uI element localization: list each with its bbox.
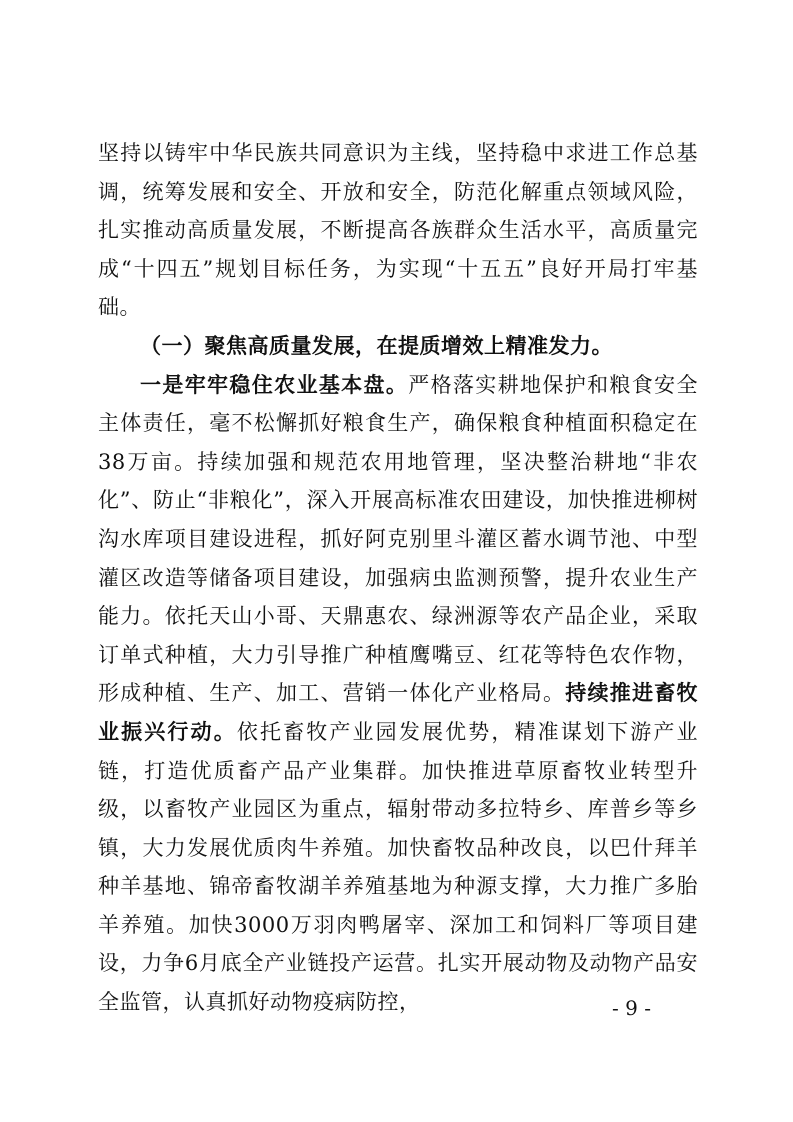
paragraph-text-continued: 依托畜牧产业园发展优势，精准谋划下游产业链，打造优质畜产品产业集群。加快推进草原畜牧业转型升级，以畜牧产业园区为重点，辐射带动多拉特乡、库普乡等乡镇，大力发展优质肉牛养殖。加快畜牧品种改良，以巴什拜羊种羊基地、锦帝畜牧湖羊养殖基地为种源支撑，大力推广多胎羊养殖。加快3000万羽肉鸭屠宰、深加工和饲料厂等项目建设，力争6月底全产业链投产运营。扎实开展动物及动物产品安全监管，认真抓好动物疫病防控，: [98, 719, 699, 1015]
paragraph-lead-heading: 一是牢牢稳住农业基本盘。: [140, 371, 409, 397]
intro-paragraph: 坚持以铸牢中华民族共同意识为主线，坚持稳中求进工作总基调，统筹发展和安全、开放和安全，防范化解重点领域风险，扎实推动高质量发展，不断提高各族群众生活水平，高质量完成“十四五”规划目标任务，为实现“十五五”良好开局打牢基础。: [98, 141, 698, 320]
paragraph-text: 严格落实耕地保护和粮食安全主体责任，毫不松懈抓好粮食生产，确保粮食种植面积稳定在38万亩。持续加强和规范农用地管理，坚决整治耕地“非农化”、防止“非粮化”，深入开展高标准农田建设，加快推进柳树沟水库项目建设进程，抓好阿克别里斗灌区蓄水调节池、中型灌区改造等储备项目建设，加强病虫监测预警，提升农业生产能力。依托天山小哥、天鼎惠农、绿洲源等农产品企业，采取订单式种植，大力引导推广种植鹰嘴豆、红花等特色农作物，形成种植、生产、加工、营销一体化产业格局。: [98, 372, 698, 706]
paragraph-subheading: 持续推进畜牧业振兴行动。: [98, 680, 698, 744]
body-paragraph: [98, 366, 698, 1022]
page-number: [0, 996, 793, 1020]
document-body: [98, 134, 698, 1022]
page-number-text: - 9 -: [612, 996, 651, 1020]
section-heading: （一）聚焦高质量发展，在提质增效上精准发力。: [140, 332, 613, 358]
